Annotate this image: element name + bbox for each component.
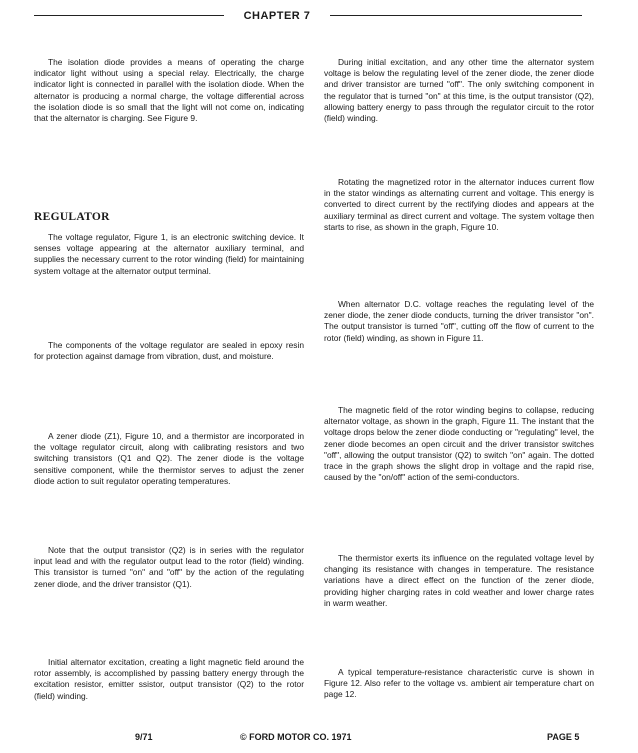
initial-excitation-paragraph: Initial alternator excitation, creating a light magnetic field around the rotor assembly, is accomplished by passing battery energy through the excitation resistor, emitter ssistor, output transistor (Q2) to the rotor (field) winding. xyxy=(34,657,304,701)
chapter-title: CHAPTER 7 xyxy=(243,10,311,22)
zener-thermistor-paragraph: A zener diode (Z1), Figure 10, and a thermistor are incorporated in the voltage regulator circuit, along with calibrating resistors and two switching transistors (Q1 and Q2). The zener diode is the voltage sensitive component, while the thermistor serves to adjust the zener diode action to suit regulator operating temperatures. xyxy=(34,431,304,486)
footer-date: 9/71 xyxy=(135,732,153,742)
initial-excitation-continued-paragraph: During initial excitation, and any other time the alternator system voltage is below the regulating level of the zener diode, the zener diode and driver transistor are turned "off". The only switching component in the regulator that is turned "on" at this time, is the output transistor (Q2), allowing battery energy to pass through the regulator circuit to the rotor (field) winding. xyxy=(324,57,594,124)
isolation-diode-paragraph: The isolation diode provides a means of operating the charge indicator light without using a special relay. Electrically, the charge indicator light is connected in parallel with the isolation diode. When the alternator is producing a normal charge, the voltage differential across the isolation diode is so small that the light will not come on, indicating that the alternator is charging. See Figure 9. xyxy=(34,57,304,124)
regulator-heading: REGULATOR xyxy=(34,211,110,223)
rotating-rotor-paragraph: Rotating the magnetized rotor in the alternator induces current flow in the stator windings as alternating current and voltage. This energy is converted to direct current by the rectifying diodes and appears at the auxiliary terminal as direct current and voltage. The system voltage then starts to rise, as shown in the graph, Figure 10. xyxy=(324,177,594,232)
header-rule-left xyxy=(34,15,224,16)
magnetic-field-collapse-paragraph: The magnetic field of the rotor winding begins to collapse, reducing alternator voltage, as shown in the graph, Figure 11. The instant that the voltage drops below the zener diode conducting or "regulating" level, the zener diode becomes an open circuit and the driver transistor switches "off", allowing the output transistor (Q2) to switch "on" again. The dotted trace in the graph shows the slight drop in voltage and the rapid rise, caused by the "on/off" action of the semi-conductors. xyxy=(324,405,594,483)
header-rule-right xyxy=(330,15,582,16)
temperature-curve-paragraph: A typical temperature-resistance characteristic curve is shown in Figure 12. Also refer to the voltage vs. ambient air temperature chart on page 12. xyxy=(324,667,594,700)
voltage-regulator-paragraph: The voltage regulator, Figure 1, is an electronic switching device. It senses voltage appearing at the alternator auxiliary terminal, and supplies the necessary current to the rotor winding (field) for maintaining system voltage at the alternator output terminal. xyxy=(34,232,304,276)
epoxy-paragraph: The components of the voltage regulator are sealed in epoxy resin for protection against damage from vibration, dust, and moisture. xyxy=(34,340,304,362)
footer-page-number: PAGE 5 xyxy=(547,732,580,742)
footer-copyright: © FORD MOTOR CO. 1971 xyxy=(240,732,352,742)
chapter-header xyxy=(34,8,582,24)
thermistor-influence-paragraph: The thermistor exerts its influence on the regulated voltage level by changing its resistance with changes in temperature. The resistance variations have a direct effect on the function of the zener diode, providing higher charging rates in cold weather and lower charge rates in warm weather. xyxy=(324,553,594,608)
dc-voltage-paragraph: When alternator D.C. voltage reaches the regulating level of the zener diode, the zener diode conducts, turning the driver transistor "on". The output transistor is turned "off", cutting off the flow of current to the rotor (field) winding, as shown in Figure 11. xyxy=(324,299,594,343)
output-transistor-paragraph: Note that the output transistor (Q2) is in series with the regulator input lead and with the regulator output lead to the rotor (field) winding. This transistor is turned "on" and "off" by the action of the regulating zener diode, and the driver transistor (Q1). xyxy=(34,545,304,589)
